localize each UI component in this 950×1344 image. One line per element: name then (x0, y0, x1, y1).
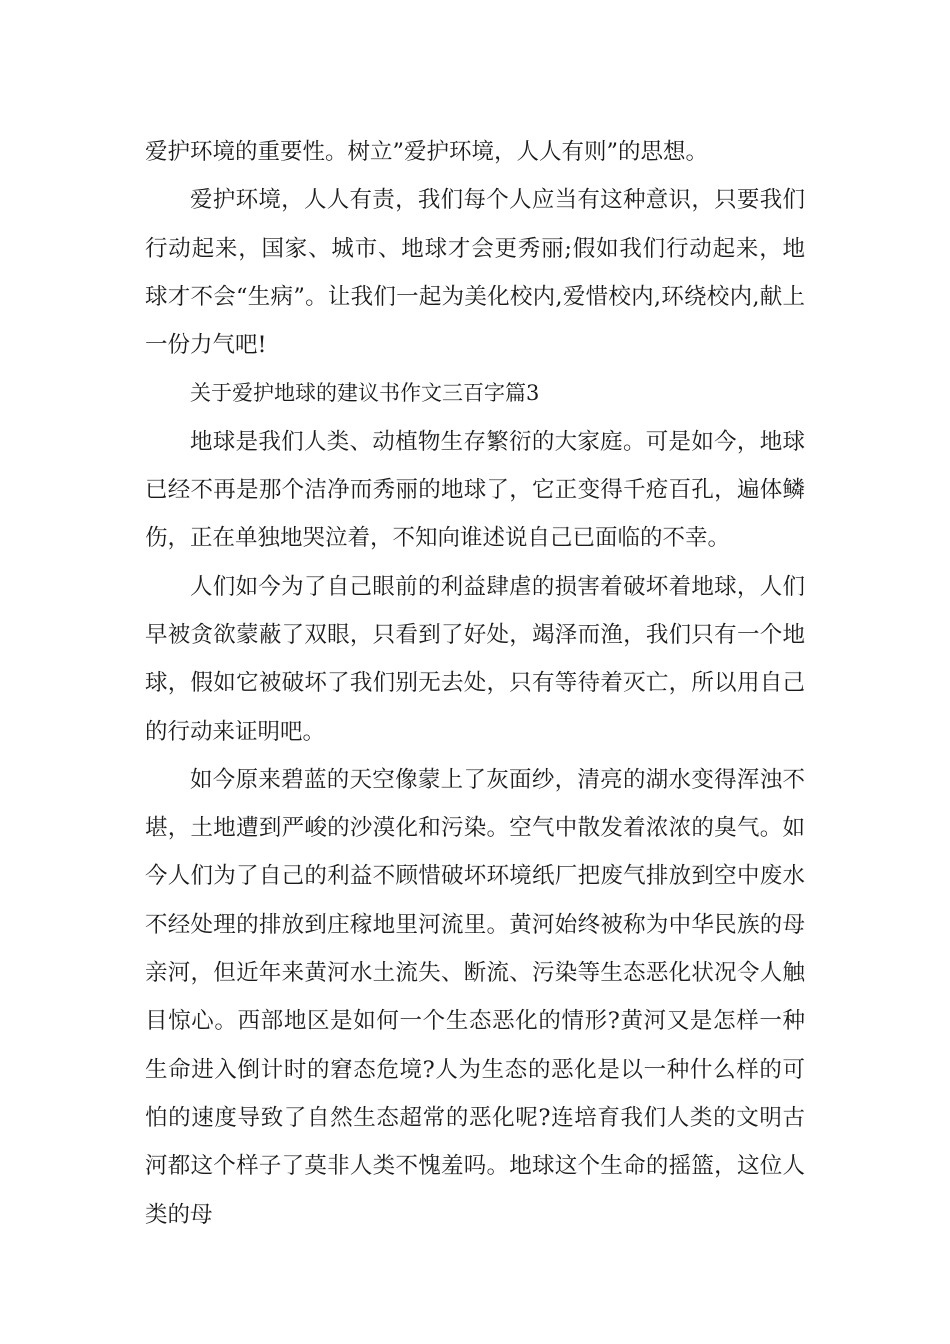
document-body (145, 128, 805, 1239)
paragraph-pollution: 如今原来碧蓝的天空像蒙上了灰面纱，清亮的湖水变得浑浊不堪，土地遭到严峻的沙漠化和污染。空气中散发着浓浓的臭气。如今人们为了自己的利益不顾惜破坏环境纸厂把废气排放到空中废水不经处理的排放到庄稼地里河流里。黄河始终被称为中华民族的母亲河，但近年来黄河水土流失、断流、污染等生态恶化状况令人触目惊心。西部地区是如何一个生态恶化的情形?黄河又是怎样一种生命进入倒计时的窘态危境?人为生态的恶化是以一种什么样的可怕的速度导致了自然生态超常的恶化呢?连培育我们人类的文明古河都这个样子了莫非人类不愧羞吗。地球这个生命的摇篮，这位人类的母 (145, 766, 805, 1228)
paragraph-earth-home: 地球是我们人类、动植物生存繁衍的大家庭。可是如今，地球已经不再是那个洁净而秀丽的地球了，它正变得千疮百孔，遍体鳞伤，正在单独地哭泣着，不知向谁述说自己已面临的不幸。 (145, 428, 805, 552)
section-heading: 关于爱护地球的建议书作文三百字篇3 (190, 381, 540, 406)
continuation-paragraph: 爱护环境的重要性。树立”爱护环境，人人有则”的思想。 (145, 139, 709, 165)
paragraph-responsibility: 爱护环境，人人有责，我们每个人应当有这种意识，只要我们行动起来，国家、城市、地球才会更秀丽;假如我们行动起来，地球才不会“生病”。让我们一起为美化校内,爱惜校内,环绕校内,献上一份力气吧! (145, 187, 805, 359)
paragraph-greed: 人们如今为了自己眼前的利益肆虐的损害着破坏着地球，人们早被贪欲蒙蔽了双眼，只看到了好处，竭泽而渔，我们只有一个地球，假如它被破坏了我们别无去处，只有等待着灭亡，所以用自己的行动来证明吧。 (145, 573, 805, 745)
